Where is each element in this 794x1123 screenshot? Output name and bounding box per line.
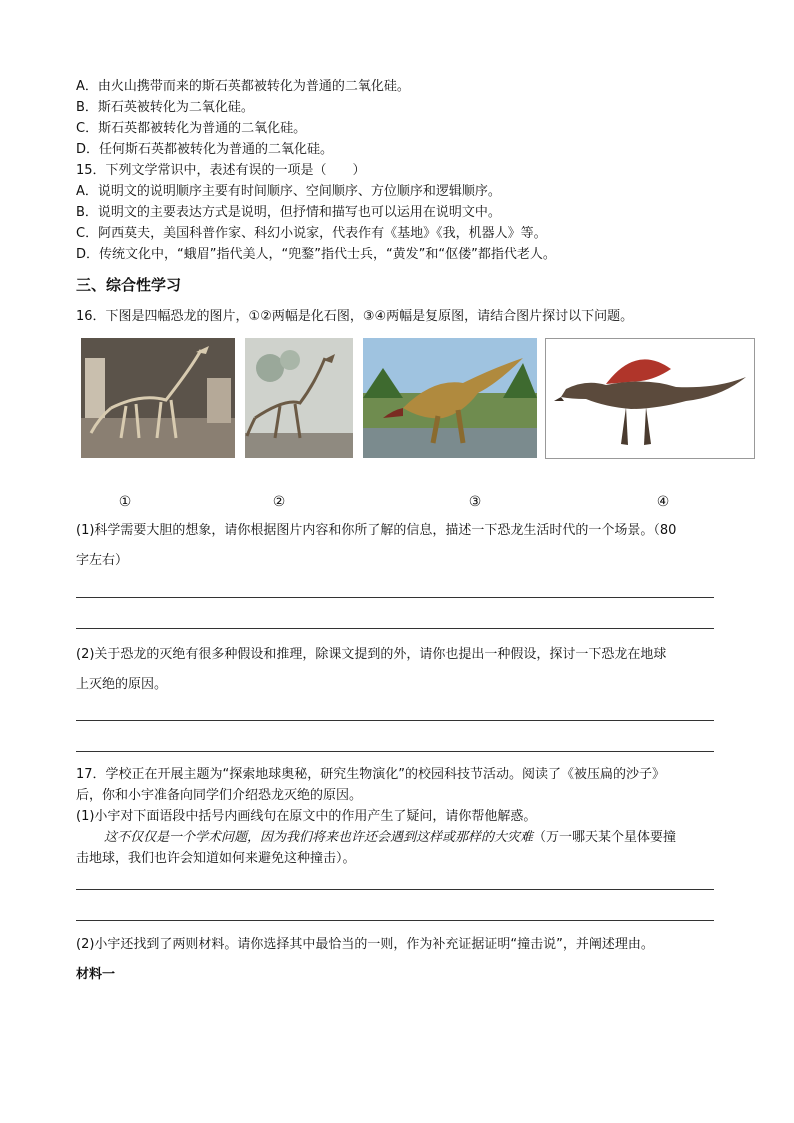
dinosaur-reconstruction-image-4 <box>545 338 755 459</box>
q15-option-d: D．传统文化中，“蛾眉”指代美人，“兜鍪”指代士兵，“黄发”和“伛偻”都指代老人。 <box>76 247 556 262</box>
answer-line <box>76 628 714 629</box>
answer-line <box>76 720 714 721</box>
dinosaur-reconstruction-image-3 <box>363 338 537 458</box>
q15-option-a: A．说明文的说明顺序主要有时间顺序、空间顺序、方位顺序和逻辑顺序。 <box>76 184 501 199</box>
dinosaur-fossil-image-2 <box>245 338 353 458</box>
material-one-heading: 材料一 <box>76 967 116 982</box>
q15-stem: 15．下列文学常识中，表述有误的一项是（ ） <box>76 163 366 178</box>
answer-line <box>76 920 714 921</box>
q16-stem: 16．下图是四幅恐龙的图片，①②两幅是化石图，③④两幅是复原图，请结合图片探讨以下问题。 <box>76 309 634 324</box>
q16-sub1-line1: (1)科学需要大胆的想象，请你根据图片内容和你所了解的信息，描述一下恐龙生活时代的一个场景。（80 <box>76 523 677 538</box>
q17-stem-line2: 后，你和小宇准备向同学们介绍恐龙灭绝的原因。 <box>76 788 363 803</box>
q16-sub1-line2: 字左右） <box>76 553 129 568</box>
q17-quote-line1 <box>104 829 676 847</box>
q16-sub2-line2: 上灭绝的原因。 <box>76 677 168 692</box>
answer-line <box>76 889 714 890</box>
q17-sub2: (2)小宇还找到了两则材料。请你选择其中最恰当的一则，作为补充证据证明“撞击说”，并阐述理由。 <box>76 937 654 952</box>
image-label-3: ③ <box>468 494 482 510</box>
q14-option-c: C．斯石英都被转化为普通的二氧化硅。 <box>76 121 307 136</box>
q15-option-b: B．说明文的主要表达方式是说明，但抒情和描写也可以运用在说明文中。 <box>76 205 501 220</box>
q17-quote-line2: 击地球，我们也许会知道如何来避免这种撞击）。 <box>76 851 356 866</box>
q17-sub1: (1)小宇对下面语段中括号内画线句在原文中的作用产生了疑问，请你帮他解惑。 <box>76 809 537 824</box>
q14-option-a: A．由火山携带而来的斯石英都被转化为普通的二氧化硅。 <box>76 79 410 94</box>
q14-option-b: B．斯石英被转化为二氧化硅。 <box>76 100 254 115</box>
dinosaur-fossil-image-1 <box>81 338 235 458</box>
q17-stem-line1: 17．学校正在开展主题为“探索地球奥秘，研究生物演化”的校园科技节活动。阅读了《被压扁的沙子》 <box>76 767 666 782</box>
answer-line <box>76 751 714 752</box>
answer-line <box>76 597 714 598</box>
q16-sub2-line1: (2)关于恐龙的灭绝有很多种假设和推理，除课文提到的外，请你也提出一种假设，探讨一下恐龙在地球 <box>76 647 667 662</box>
image-label-1: ① <box>118 494 132 510</box>
q15-option-c: C．阿西莫夫，美国科普作家、科幻小说家，代表作有《基地》《我，机器人》等。 <box>76 226 547 241</box>
image-label-2: ② <box>272 494 286 510</box>
quote-underlined-part: （万一哪天某个星体要撞 <box>533 830 677 845</box>
image-label-4: ④ <box>656 494 670 510</box>
q14-option-d: D．任何斯石英都被转化为普通的二氧化硅。 <box>76 142 334 157</box>
section-title: 三、综合性学习 <box>76 276 182 294</box>
quote-handwritten-part: 这不仅仅是一个学术问题，因为我们将来也许还会遇到这样或那样的大灾难 <box>104 830 534 845</box>
